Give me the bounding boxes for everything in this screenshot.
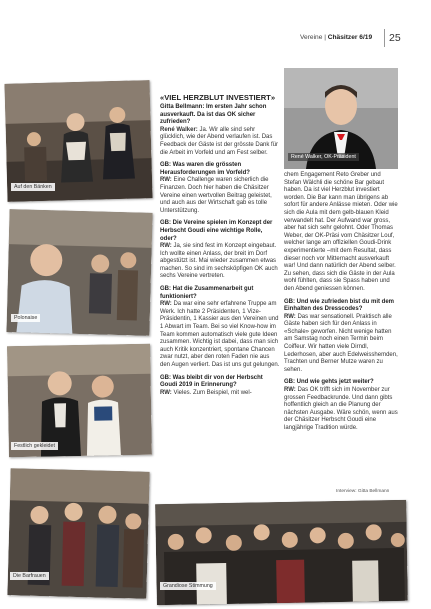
- interview-question: GB: Was waren die grössten Herausforderungen im Vorfeld?: [160, 162, 250, 176]
- article-title: «VIEL HERZBLUT INVESTIERT»: [160, 93, 276, 102]
- photo-caption: Polonaise: [11, 314, 40, 322]
- speaker-label: RW:: [160, 389, 172, 396]
- speaker-label: RW:: [284, 313, 296, 320]
- section-label: Vereine: [300, 34, 323, 41]
- interview-answer: Das war sensationell. Praktisch alle Gäste haben sich für den Anlass in «Schale» geworfen. Nicht wenige hatten am Samstag noch einen Termin beim Coiffeur. Wir hatten viele Dirndl, Lederhosen, aber auch Edelweisshemden, Trachten und Berner Mutze waren zu sehen.: [284, 313, 398, 373]
- page-header: Vereine | Chäsitzer 6/19: [300, 34, 373, 41]
- photo-caption: Festlich gekleidet: [11, 442, 58, 450]
- interview-question: GB: Hat die Zusammenarbeit gut funktioniert?: [160, 286, 254, 300]
- interview-answer: Da war eine sehr erfahrene Truppe am Werk. Ich hatte 2 Präsidenten, 1 Vize-Präsidentin, 1 Kassier aus den Vereinen und 1 Abwart im Team. Bei so viel Know-how im Team kommen automatisch viele gute Ideen zusammen. Wichtig ist dabei, dass man sich auch Kritik konzentriert, spontane Chancen zwar nutzt, aber den roten Faden nie aus den Augen verliert. Das ist uns gut gelungen.: [160, 301, 280, 368]
- interview-answer: Ja. Wir alle sind sehr glücklich, wie der Abend verlaufen ist. Das Feedback der Gäste ist der grösste Dank für die Arbeit im Vorfeld und am Fest selber.: [160, 126, 279, 156]
- photo-caption: Die Barfrauen: [10, 572, 49, 580]
- photo-caption: Grandiose Stimmung: [160, 582, 216, 590]
- speaker-label: René Walker:: [160, 126, 198, 133]
- article-column-2: [284, 172, 398, 438]
- interview-question: GB: Die Vereine spielen im Konzept der Herbscht Goudi eine wichtige Rolle, oder?: [160, 220, 273, 242]
- interview-question: GB: Und wie zufrieden bist du mit dem Einhalten des Dresscodes?: [284, 298, 395, 313]
- speaker-label: RW:: [160, 243, 172, 250]
- article-column-1: [160, 93, 280, 402]
- interview-answer: Ja, sie sind fest im Konzept eingebaut. Ich wollte einen Anlass, der breit im Dorf abgestützt ist. Mai wieder zusammen etwas machen. So sind im sechsköpfigen OK auch sechs Vereine vertreten.: [160, 243, 278, 280]
- photo-festive: [7, 344, 152, 457]
- speaker-label: RW:: [160, 301, 172, 308]
- interview-credit: Interview: Gitta Bellmann: [336, 489, 390, 494]
- speaker-label: RW:: [284, 387, 296, 394]
- issue-label: Chäsitzer 6/19: [327, 34, 373, 41]
- interview-question: GB: Was bleibt dir von der Herbscht Goudi 2019 in Erinnerung?: [160, 374, 263, 389]
- header-divider: [384, 29, 385, 47]
- page-number: 25: [389, 32, 401, 44]
- interview-question: Gitta Bellmann: Im ersten Jahr schon ausverkauft. Da ist das OK sicher zufrieden?: [160, 104, 267, 126]
- photo-caption: Auf den Bänken: [11, 183, 55, 191]
- interview-answer: Das OK trifft sich im November zur grossen Feedbackrunde. Und dann gibts hoffentlich gleich an die Planung der nächsten Ausgabe. Wäre schön, wenn aus der Chäsitzer Herbscht Goudi eine langjährige Tradition würde.: [284, 387, 398, 431]
- speaker-label: RW:: [160, 177, 172, 184]
- interview-answer: Vieles. Zum Beispiel, mit wel-: [171, 389, 252, 396]
- interview-answer: chem Engagement Reto Greber und Stefan Wälchli die schöne Bar gebaut haben. Da ist viel Herzblut investiert worden. Die Bar kann man übrigens ab sofort für andere Anlässe mieten. Oder wie sich die Aula mit dem gelb-blauen Kleid verwandelt hat. Der Aufwand war gross, aber hat sich sehr gelohnt. Oder Thomas Weber, der OK-Präsi vom Chäsitzer Louf, welcher lange am offiziellen Goudi-Drink experimentierte –mit dem Resultat, dass dieser noch vor Mitternacht ausverkauft war! Und dann natürlich der Abend selber. Zu sehen, dass sich die Gäste in der Aula wohl fühlten, dass sie Spass haben und den Abend geniessen können.: [284, 172, 398, 292]
- interview-answer: Eine Challenge waren sicherlich die Finanzen. Doch hier haben die Chäsitzer Vereine einen wertvollen Beitrag geleistet, und auch aus der Wirtschaft gab es tolle Unterstützung.: [160, 177, 272, 214]
- interview-question: GB: Und wie gehts jetzt weiter?: [284, 379, 374, 386]
- portrait-caption: René Walker, OK-Präsident: [288, 153, 359, 161]
